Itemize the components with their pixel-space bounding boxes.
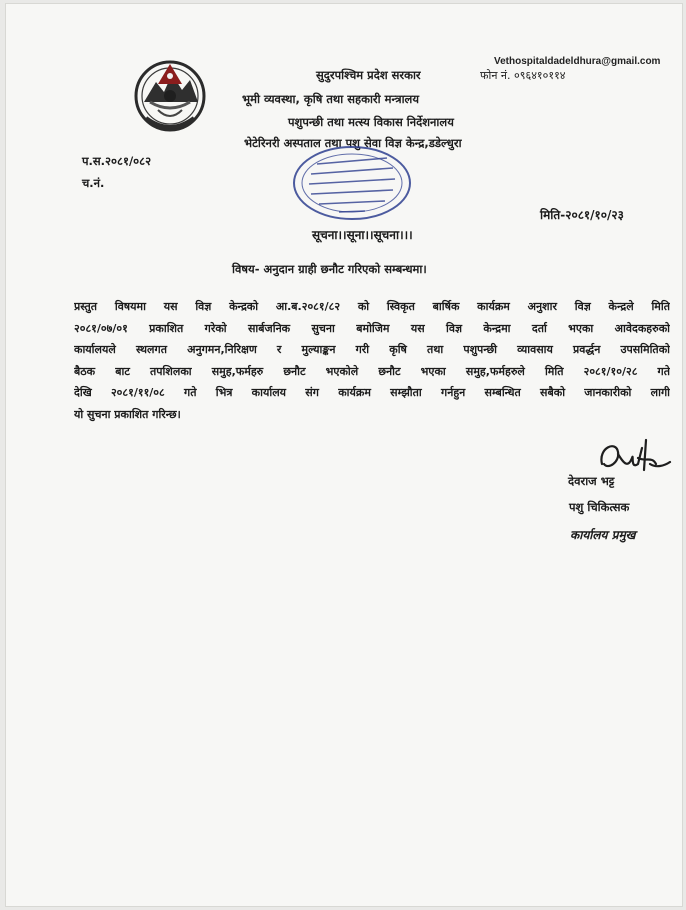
office-email[interactable]: Vethospitaldadeldhura@gmail.com [494,56,661,67]
letter-page [6,4,682,906]
signatory-name: देवराज भट्ट [568,474,615,488]
office-round-stamp-icon [289,142,415,224]
nepal-emblem-icon [128,52,212,136]
office-name: भेटेरिनरी अस्पताल तथा पशु सेवा विज्ञ केन्द्र,डडेल्धुरा [244,136,462,150]
notice-heading: सूचना।।सूना।।सूचना।।। [312,228,413,242]
body-line: प्रस्तुत विषयमा यस विज्ञ केन्द्रको आ.ब.२०८१/८२ को स्विकृत बार्षिक कार्यक्रम अनुशार विज्ञ केन्द्रले मिति [74,300,670,313]
fiscal-reference: प.स.२०८१/०८२ [82,154,152,168]
signatory-office: कार्यालय प्रमुख [570,528,636,542]
ministry-name: भूमी व्यवस्था, कृषि तथा सहकारी मन्त्रालय [242,92,420,106]
body-line: यो सुचना प्रकाशित गरिन्छ। [74,407,181,421]
directorate-name: पशुपन्छी तथा मत्स्य विकास निर्देशनालय [288,115,454,129]
letter-subject: विषय- अनुदान ग्राही छनौट गरिएको सम्बन्धमा। [232,262,427,276]
body-line: २०८१/०७/०१ प्रकाशित गरेको सार्बजनिक सुचना बमोजिम यस विज्ञ केन्द्रमा दर्ता भएका आवेदकहरुको [74,321,670,335]
office-phone: फोन नं. ०९६४१०११४ [480,69,566,82]
government-name: सुदुरपश्चिम प्रदेश सरकार [316,68,421,82]
dispatch-number: च.नं. [82,176,105,190]
body-line: देखि २०८१/११/०८ गते भित्र कार्यालय संग कार्यक्रम सम्झौता गर्नहुन सम्बन्धित सबैको जानकारीको लागी [74,386,670,399]
body-line: कार्यालयले स्थलगत अनुगमन,निरिक्षण र मुल्याङ्कन गरी कृषि तथा पशुपन्छी व्यावसाय प्रवर्द्धन उपसमितिको [74,343,670,356]
signatory-title: पशु चिकित्सक [569,500,630,514]
letter-date: मिति-२०८१/१०/२३ [540,208,624,222]
letter-body [74,296,670,425]
handwritten-signature-icon [594,434,674,478]
body-line: बैठक बाट तपशिलका समुह,फर्महरु छनौट भएकोले छनौट भएका समुह,फर्महरुले मिति २०८१/१०/२८ गते [74,364,670,378]
